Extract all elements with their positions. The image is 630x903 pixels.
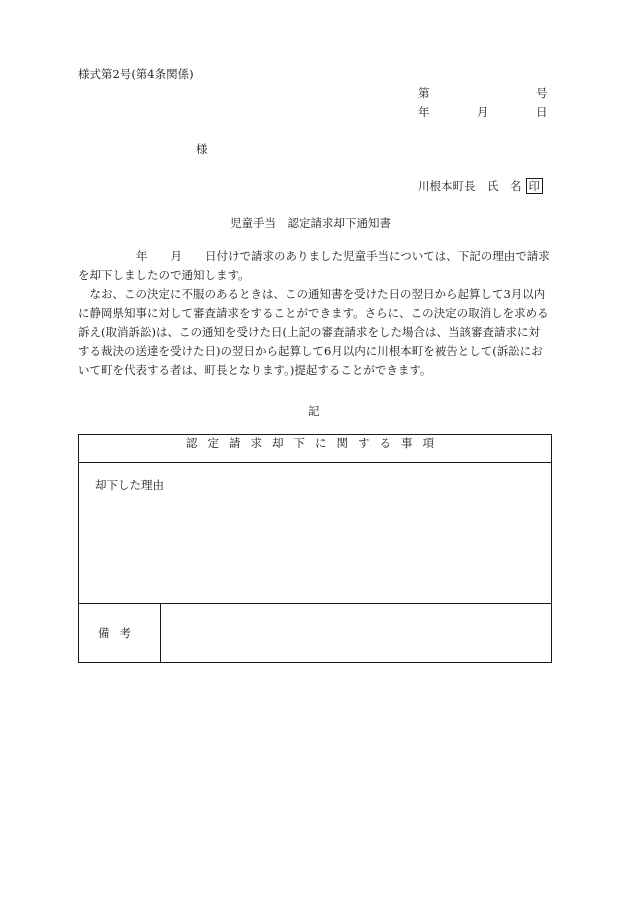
notice-body — [78, 247, 550, 380]
date-day-label: 日 — [536, 105, 548, 119]
remarks-label: 備考 — [79, 604, 161, 663]
form-number: 様式第2号(第4条関係) — [78, 67, 194, 81]
document-title: 児童手当 認定請求却下通知書 — [230, 216, 391, 230]
table-header: 認定請求却下に関する事項 — [79, 435, 552, 463]
notice-paragraph-2: なお、この決定に不服のあるときは、この通知書を受けた日の翌日から起算して3月以内に静岡県知事に対して審査請求をすることができます。さらに、この決定の取消しを求める訴え(取消訴訟)は、この通知を受けた日(上記の審査請求をした場合は、当該審査請求に対する裁決の送達を受けた日)の翌日から起算して6月以内に川根本町を被告として(訴訟において町を代表する者は、町長となります。)提起することができます。 — [78, 287, 549, 377]
document-number-label: 第 — [418, 86, 430, 100]
ki-marker: 記 — [308, 404, 320, 418]
remarks-cell[interactable] — [161, 604, 552, 663]
notice-paragraph-1: 年 月 日付けで請求のありました児童手当については、下記の理由で請求を却下しましたので通知します。 — [78, 249, 550, 282]
addressee-suffix: 様 — [196, 142, 208, 156]
date-year-label: 年 — [418, 105, 430, 119]
sender-title: 川根本町長 氏 名 — [418, 179, 522, 193]
seal-mark: 印 — [526, 178, 544, 194]
rejection-details-table — [78, 434, 552, 663]
rejection-reason-label: 却下した理由 — [95, 478, 164, 492]
document-number-suffix: 号 — [536, 86, 548, 100]
sender-block — [418, 178, 543, 194]
date-month-label: 月 — [477, 105, 489, 119]
rejection-reason-cell[interactable] — [79, 463, 552, 604]
